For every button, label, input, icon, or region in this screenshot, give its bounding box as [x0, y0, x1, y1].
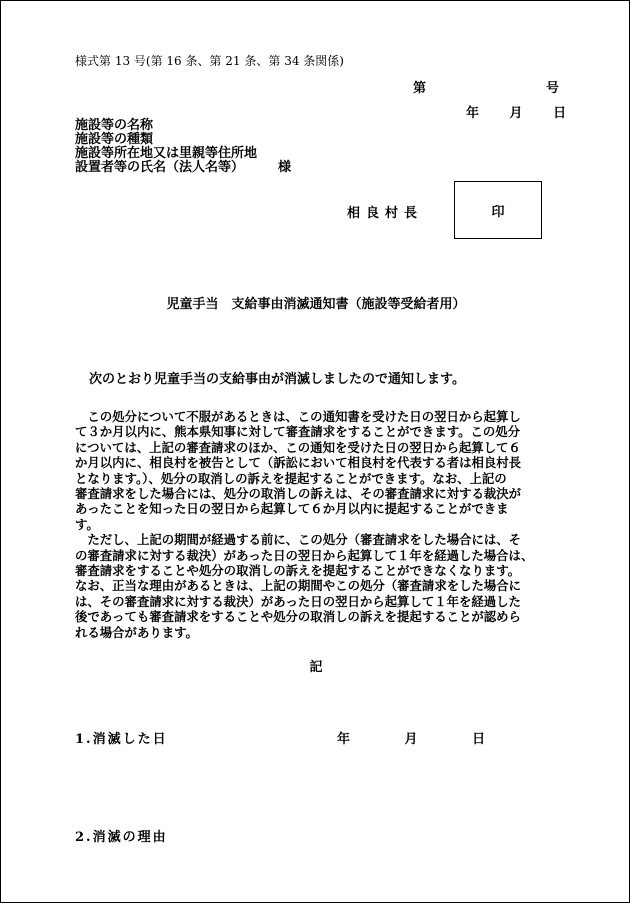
lead-sentence: 次のとおり児童手当の支給事由が消滅しましたので通知します。 — [89, 372, 465, 387]
seal-label: 印 — [491, 204, 505, 220]
notice-line: あったことを知った日の翌日から起算して６か月以内に提起することができま — [75, 501, 509, 517]
notice-line: なお、正当な理由があるときは、上記の期間やこの処分（審査請求をした場合に — [75, 578, 522, 594]
document-number — [413, 77, 559, 96]
facility-type-label: 施設等の種類 — [75, 132, 154, 147]
item1-date-day: 日 — [472, 732, 486, 747]
founder-row — [75, 161, 291, 175]
notice-line: については、上記の審査請求のほか、この通知を受けた日の翌日から起算して６ — [75, 439, 521, 455]
notice-line: は、その審査請求に対する裁決）があった日の翌日から起算して１年を経過した — [75, 593, 521, 609]
item1-date — [337, 728, 485, 747]
issue-date — [466, 102, 566, 121]
notice-line: す。 — [75, 516, 99, 532]
item1-date-year: 年 — [337, 732, 351, 747]
facility-address-label: 施設等所在地又は里親等住所地 — [75, 146, 258, 161]
issue-date-day: 日 — [553, 106, 567, 121]
ki-heading: 記 — [309, 660, 323, 675]
document-number-suffix: 号 — [545, 81, 559, 96]
founder-label: 設置者等の氏名（法人名等） — [75, 160, 245, 175]
sender-title: 相良村長 — [347, 206, 424, 221]
notice-line: の審査請求に対する裁決）があった日の翌日から起算して１年を経過した場合は、 — [75, 547, 534, 563]
item2-label: 2.消滅の理由 — [75, 830, 168, 845]
notice-line: れる場合があります。 — [75, 624, 198, 640]
item1-label: 1.消滅した日 — [75, 732, 168, 747]
appeal-notice — [75, 409, 567, 640]
document-title: 児童手当 支給事由消滅通知書（施設等受給者用） — [166, 297, 466, 312]
notice-line: ただし、上記の期間が経過する前に、この処分（審査請求をした場合には、そ — [75, 532, 522, 548]
form-number: 様式第 13 号(第 16 条、第 21 条、第 34 条関係) — [75, 54, 344, 68]
document-number-prefix: 第 — [413, 81, 427, 96]
honorific: 様 — [278, 160, 292, 175]
seal-box — [454, 181, 542, 239]
recipient-block — [75, 119, 291, 175]
facility-name-label: 施設等の名称 — [75, 118, 154, 133]
notice-line: か月以内に、相良村を被告として（訴訟において相良村を代表する者は相良村長 — [75, 455, 522, 471]
notice-line: て３か月以内に、熊本県知事に対して審査請求をすることができます。この処分 — [75, 424, 521, 440]
notice-line: 審査請求をした場合には、処分の取消しの訴えは、その審査請求に対する裁決が — [75, 486, 522, 502]
notice-line: 審査請求をすることや処分の取消しの訴えを提起することができなくなります。 — [75, 563, 521, 579]
issue-date-year: 年 — [466, 106, 480, 121]
notice-line: となります。）、処分の取消しの訴えを提起することができます。なお、上記の — [75, 470, 507, 486]
item1-date-month: 月 — [404, 732, 418, 747]
notice-line: 後であっても審査請求をすることや処分の取消しの訴えを提起することが認めら — [75, 609, 521, 625]
notice-line: この処分について不服があるときは、この通知書を受けた日の翌日から起算し — [75, 409, 521, 424]
issue-date-month: 月 — [509, 106, 523, 121]
